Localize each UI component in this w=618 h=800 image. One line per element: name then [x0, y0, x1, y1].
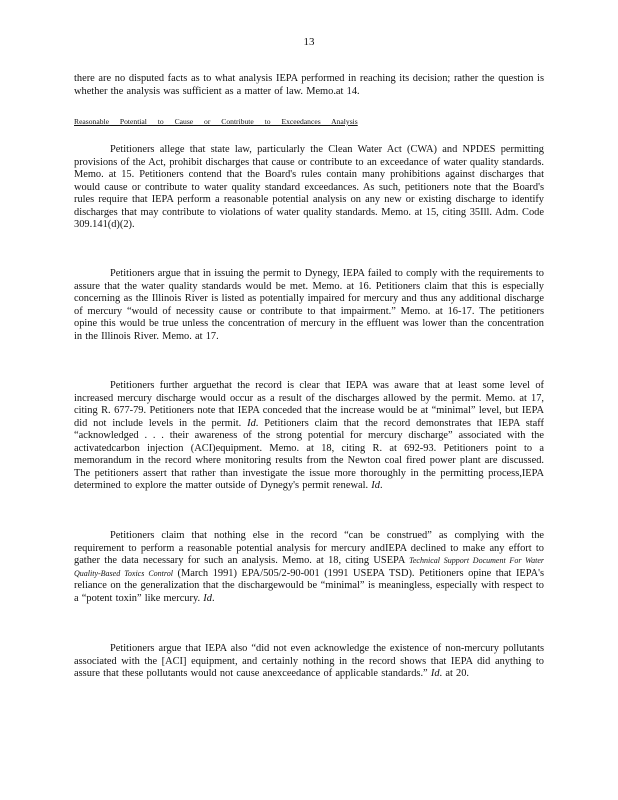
p5-text-end: . at 20. — [439, 668, 470, 679]
p3-text-middle: . Petitioners claim that the record demonstrates that IEPA staff “acknowledged . . . their awareness of the strong potential for mercury discharge” associated with the activatedcarbon injection (ACI)equipment. Memo. at 18, citing R. at 692-93. Petitioners point to a memorandum in the record where monitoring results from the Newton coal fired power plant are discussed. The petitioners assert that rather than investigate the issue more thoroughly in the permitting process,IEPA determined to explore the matter outside of Dynegy's permit renewal. — [74, 417, 545, 491]
p5-text-before: Petitioners argue that IEPA also “did not even acknowledge the existence of non-mercury pollutants associated with the [ACI] equipment, and certainly nothing in the record shows that IEPA did anything to assure that these pollutants would not cause anexceedance of applicable standards.” — [74, 643, 544, 679]
tsd-document-title: Technical Support Document For Water Quality-Based Toxics Control — [74, 556, 544, 578]
citation-id: Id — [430, 668, 440, 679]
paragraph-cwa-npdes: Petitioners allege that state law, particularly the Clean Water Act (CWA) and NPDES permitting provisions of the Act, prohibit discharges that cause or contribute to an exceedance of water quality standards. Memo. at 15. Petitioners contend that the Board's rules contain many prohibitions against discharges that would cause or contribute to water quality standard exceedances. As such, petitioners note that the Board's rules require that IEPA perform a reasonable potential analysis on any new or existing discharge to identify discharges that may contribute to violations of water quality standards. Memo. at 15, citing 35Ill. Adm. Code 309.141(d)(2). — [74, 144, 544, 230]
p4-text-end: . — [211, 592, 215, 604]
paragraph-reasonable-potential — [74, 530, 544, 605]
citation-id: Id — [203, 592, 212, 604]
p4-text-after: (March 1991) EPA/505/2-90-001 (1991 USEPA TSD). Petitioners opine that IEPA's reliance on the generalization that the dischargewould be “minimal” is meaningless, especially with respect to a “potent toxin” like mercury. — [74, 567, 544, 604]
p3-text-end: . — [379, 480, 383, 491]
section-heading: Reasonable Potential to Cause or Contribute to Exceedances Analysis — [74, 117, 358, 126]
citation-id: Id — [247, 417, 256, 429]
paragraph-non-mercury-pollutants — [74, 643, 544, 681]
paragraph-dynegy-permit: Petitioners argue that in issuing the permit to Dynegy, IEPA failed to comply with the requirements to assure that the water quality standards would be met. Memo. at 16. Petitioners claim that this is especially concerning as the Illinois River is listed as potentially impaired for mercury and thus any additional discharge of mercury “would of necessity cause or contribute to that impairment.” Memo. at 16-17. The petitioners opine this would be true unless the concentration of mercury in the effluent was lower than the concentration in the Illinois River. Memo. at 17. — [74, 268, 544, 342]
page-number: 13 — [303, 36, 315, 48]
paragraph-continuation: there are no disputed facts as to what analysis IEPA performed in reaching its decision; rather the question is whether the analysis was sufficient as a matter of law. Memo.at 14. — [74, 73, 544, 97]
p4-text-before: Petitioners claim that nothing else in the record “can be construed” as complying with the requirement to perform a reasonable potential analysis for mercury andIEPA declined to make any effort to gather the data necessary for such an analysis. Memo. at 18, citing USEPA — [74, 530, 544, 566]
citation-id: Id — [371, 480, 380, 491]
p3-text-before: Petitioners further arguethat the record is clear that IEPA was aware that at least some level of increased mercury discharge would occur as a result of the discharges allowed by the permit. Memo. at 17, citing R. 677-79. Petitioners note that IEPA conceded that the increase would be at “minimal” level, but IEPA did not include levels in the permit. — [74, 380, 544, 429]
paragraph-mercury-discharge — [74, 380, 544, 493]
